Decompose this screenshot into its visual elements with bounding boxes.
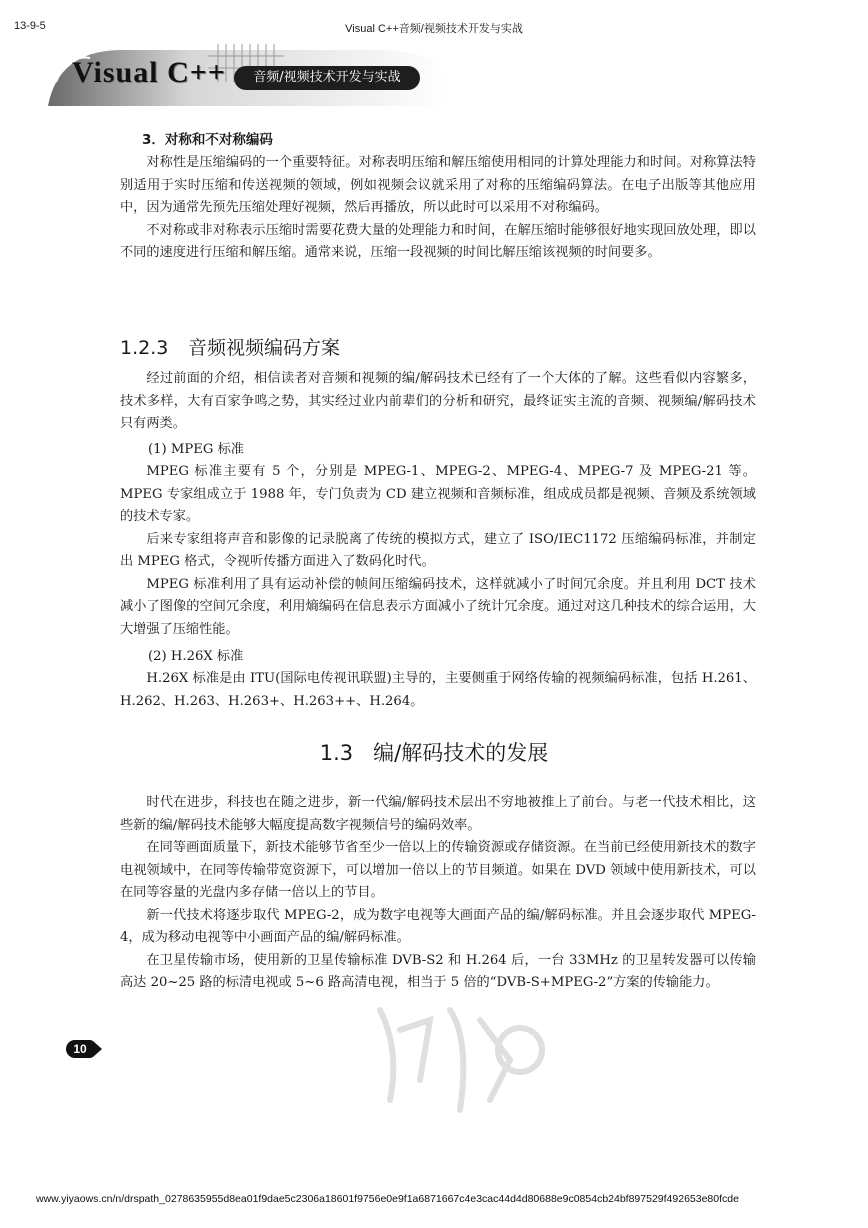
section-number: 1.3 [319,741,354,765]
section-123-intro [120,368,756,436]
section-123-mpeg [120,461,756,641]
paragraph: 对称性是压缩编码的一个重要特征。对称表明压缩和解压缩使用相同的计算处理能力和时间。对称算法特别适用于实时压缩和传送视频的领域，例如视频会议就采用了对称的压缩编码算法。在电子出版等其他应用中，因为通常先预先压缩处理好视频，然后再播放，所以此时可以采用不对称编码。 [120,155,756,215]
section-123-h26x [120,668,756,713]
section-number: 1.2.3 [120,337,169,359]
paragraph: 时代在进步，科技也在随之进步，新一代编/解码技术层出不穷地被推上了前台。与老一代技术相比，这些新的编/解码技术能够大幅度提高数字视频信号的编码效率。 [120,795,756,833]
section-title: 编/解码技术的发展 [373,741,549,765]
paragraph: 后来专家组将声音和影像的记录脱离了传统的模拟方式，建立了 ISO/IEC1172 压缩编码标准，并制定出 MPEG 格式，令视听传播方面进入了数码化时代。 [120,531,756,569]
footer-url: www.yiyaows.cn/n/drspath_0278635955d8ea01f9dae5c2306a18601f9756e0e9f1a6871667c4e3cac44d4d80688e9c0854cb24bf897529f492653e80fcde [36,1193,739,1205]
watermark-stamp [360,990,560,1130]
chapter-banner [48,42,448,106]
list-heading: (1) MPEG 标准 [148,442,244,457]
paragraph: 不对称或非对称表示压缩时需要花费大量的处理能力和时间，在解压缩时能够很好地实现回放处理，即以不同的速度进行压缩和解压缩。通常来说，压缩一段视频的时间比解压缩该视频的时间要多。 [120,222,756,260]
subsection-heading: 3．对称和不对称编码 [142,132,273,148]
banner-brand: Visual C++ [72,56,226,89]
paragraph: MPEG 标准主要有 5 个，分别是 MPEG-1、MPEG-2、MPEG-4、MPEG-7 及 MPEG-21 等。MPEG 专家组成立于 1988 年，专门负责为 CD 建立视频和音频标准，组成成员都是视频、音频及系统领域的技术专家。 [120,464,756,524]
paragraph: 在卫星传输市场，使用新的卫星传输标准 DVB-S2 和 H.264 后，一台 33MHz 的卫星转发器可以传输高达 20~25 路的标清电视或 5~6 路高清电视，相当于 5 倍的“DVB-S+MPEG-2”方案的传输能力。 [120,952,756,990]
list-heading: (2) H.26X 标准 [148,649,244,664]
header-title: Visual C++音频/视频技术开发与实战 [345,23,523,35]
section-13-body [120,792,756,995]
section-3-body [120,152,756,265]
banner-subtitle: 音频/视频技术开发与实战 [234,66,420,90]
section-title: 音频视频编码方案 [188,337,341,359]
header-date: 13-9-5 [14,20,46,32]
paragraph: H.26X 标准是由 ITU(国际电传视讯联盟)主导的，主要侧重于网络传输的视频编码标准，包括 H.261、H.262、H.263、H.263+、H.263++、H.264。 [120,671,756,709]
paragraph: MPEG 标准利用了具有运动补偿的帧间压缩编码技术，这样就减小了时间冗余度。并且利用 DCT 技术减小了图像的空间冗余度，利用熵编码在信息表示方面减小了统计冗余度。通过对这几种技术的综合运用，大大增强了压缩性能。 [120,576,756,637]
chapter-section-heading [0,737,868,767]
section-heading [120,333,340,360]
paragraph: 经过前面的介绍，相信读者对音频和视频的编/解码技术已经有了一个大体的了解。这些看似内容繁多，技术多样，大有百家争鸣之势，其实经过业内前辈们的分析和研究，最终证实主流的音频、视频编/解码技术只有两类。 [120,371,756,431]
paragraph: 新一代技术将逐步取代 MPEG-2，成为数字电视等大画面产品的编/解码标准。并且会逐步取代 MPEG-4，成为移动电视等中小画面产品的编/解码标准。 [120,907,756,945]
paragraph: 在同等画面质量下，新技术能够节省至少一倍以上的传输资源或存储资源。在当前已经使用新技术的数字电视领域中，在同等传输带宽资源下，可以增加一倍以上的节目频道。如果在 DVD 领域中使用新技术，可以在同等容量的光盘内多存储一倍以上的节目。 [120,840,756,900]
page-number: 10 [66,1040,94,1058]
